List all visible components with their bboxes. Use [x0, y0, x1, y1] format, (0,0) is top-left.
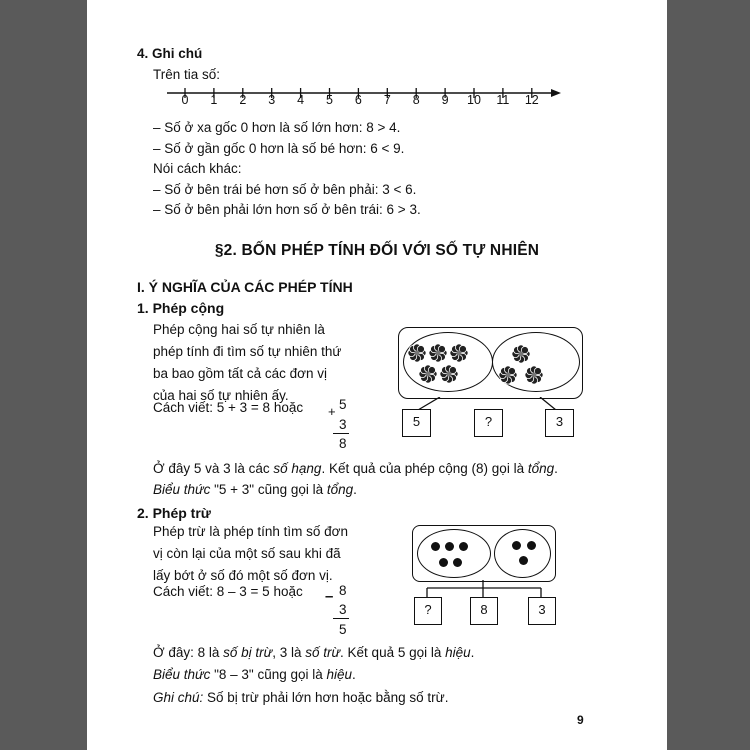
addition-result: 8 — [339, 436, 347, 451]
note-line-1: – Số ở xa gốc 0 hơn là số lớn hơn: 8 > 4. — [153, 120, 401, 135]
flower-icon — [498, 365, 518, 390]
subtraction-remark: Ghi chú: Số bị trừ phải lớn hơn hoặc bằng số trừ. — [153, 690, 449, 705]
counter-dot — [519, 556, 528, 565]
note-line-2: – Số ở gần gốc 0 hơn là số bé hơn: 6 < 9. — [153, 141, 405, 156]
addition-expression-note: Biểu thức "5 + 3" cũng gọi là tổng. — [153, 482, 357, 497]
addition-box-first: 5 — [402, 409, 431, 437]
number-line-label: 7 — [383, 93, 391, 107]
addition-heading: 1. Phép cộng — [137, 300, 225, 316]
subtraction-box-subtrahend: 3 — [528, 597, 556, 625]
note-line-4: – Số ở bên trái bé hơn số ở bên phải: 3 < 6. — [153, 182, 417, 197]
number-line-label: 3 — [268, 93, 276, 107]
subtraction-box-difference: ? — [414, 597, 442, 625]
note-intro: Trên tia số: — [153, 67, 221, 82]
arrow-head-icon — [551, 89, 561, 97]
subtraction-definition — [153, 521, 393, 587]
flower-icon — [418, 364, 438, 389]
minus-sign: – — [325, 588, 334, 605]
number-line-label: 10 — [467, 93, 481, 107]
number-line-label: 9 — [441, 93, 449, 107]
note-line-3: Nói cách khác: — [153, 161, 242, 176]
number-line-label: 2 — [239, 93, 247, 107]
note-heading: 4. Ghi chú — [137, 46, 203, 61]
subtraction-rule — [333, 618, 349, 619]
subtraction-box-minuend: 8 — [470, 597, 498, 625]
addition-definition-line: Phép cộng hai số tự nhiên là — [153, 322, 325, 337]
section-title: §2. BỐN PHÉP TÍNH ĐỐI VỚI SỐ TỰ NHIÊN — [214, 242, 540, 259]
counter-dot — [459, 542, 468, 551]
flower-icon — [439, 364, 459, 389]
addition-explanation: Ở đây 5 và 3 là các số hạng. Kết quả của phép cộng (8) gọi là tổng. — [153, 461, 558, 476]
subtraction-expression-note: Biểu thức "8 – 3" cũng gọi là hiệu. — [153, 667, 356, 682]
number-line-label: 1 — [210, 93, 218, 107]
subtraction-explanation: Ở đây: 8 là số bị trừ, 3 là số trừ. Kết quả 5 gọi là hiệu. — [153, 645, 475, 660]
subtraction-heading: 2. Phép trừ — [137, 505, 211, 521]
number-line-label: 5 — [326, 93, 333, 107]
addition-box-second: 3 — [545, 409, 574, 437]
subtraction-set-remaining — [417, 529, 491, 578]
subtraction-top-operand: 8 — [339, 583, 347, 598]
number-line-label: 12 — [524, 93, 539, 107]
subtraction-definition-line: vị còn lại của một số sau khi đã — [153, 546, 341, 561]
addition-rule — [333, 433, 349, 434]
plus-sign: + — [328, 404, 336, 419]
addition-top-operand: 5 — [339, 397, 347, 412]
subtraction-definition-line: lấy bớt ở số đó một số đơn vị. — [153, 568, 333, 583]
addition-definition — [153, 319, 393, 407]
counter-dot — [445, 542, 454, 551]
addition-definition-line: phép tính đi tìm số tự nhiên thứ — [153, 344, 342, 359]
counter-dot — [431, 542, 440, 551]
addition-bottom-operand: 3 — [339, 417, 347, 432]
addition-definition-line: của hai số tự nhiên ấy. — [153, 388, 289, 403]
number-line-label: 11 — [496, 93, 510, 107]
number-line-label: 0 — [181, 93, 189, 107]
part-title: I. Ý NGHĨA CỦA CÁC PHÉP TÍNH — [137, 279, 353, 295]
number-line-label: 4 — [297, 93, 305, 107]
counter-dot — [527, 541, 536, 550]
subtraction-notation: Cách viết: 8 – 3 = 5 hoặc — [153, 584, 303, 599]
addition-notation: Cách viết: 5 + 3 = 8 hoặc — [153, 400, 304, 415]
number-line-label: 6 — [354, 93, 362, 107]
counter-dot — [512, 541, 521, 550]
counter-dot — [453, 558, 462, 567]
number-line-label: 8 — [412, 93, 420, 107]
addition-definition-line: ba bao gồm tất cả các đơn vị — [153, 366, 327, 381]
counter-dot — [439, 558, 448, 567]
flower-icon — [524, 365, 544, 390]
book-page — [87, 0, 667, 750]
page-number: 9 — [577, 713, 584, 727]
addition-box-sum: ? — [474, 409, 503, 437]
subtraction-bottom-operand: 3 — [339, 602, 347, 617]
subtraction-set-taken — [494, 529, 551, 578]
note-line-5: – Số ở bên phải lớn hơn số ở bên trái: 6 > 3. — [153, 202, 421, 217]
subtraction-definition-line: Phép trừ là phép tính tìm số đơn — [153, 524, 348, 539]
subtraction-result: 5 — [339, 622, 347, 637]
